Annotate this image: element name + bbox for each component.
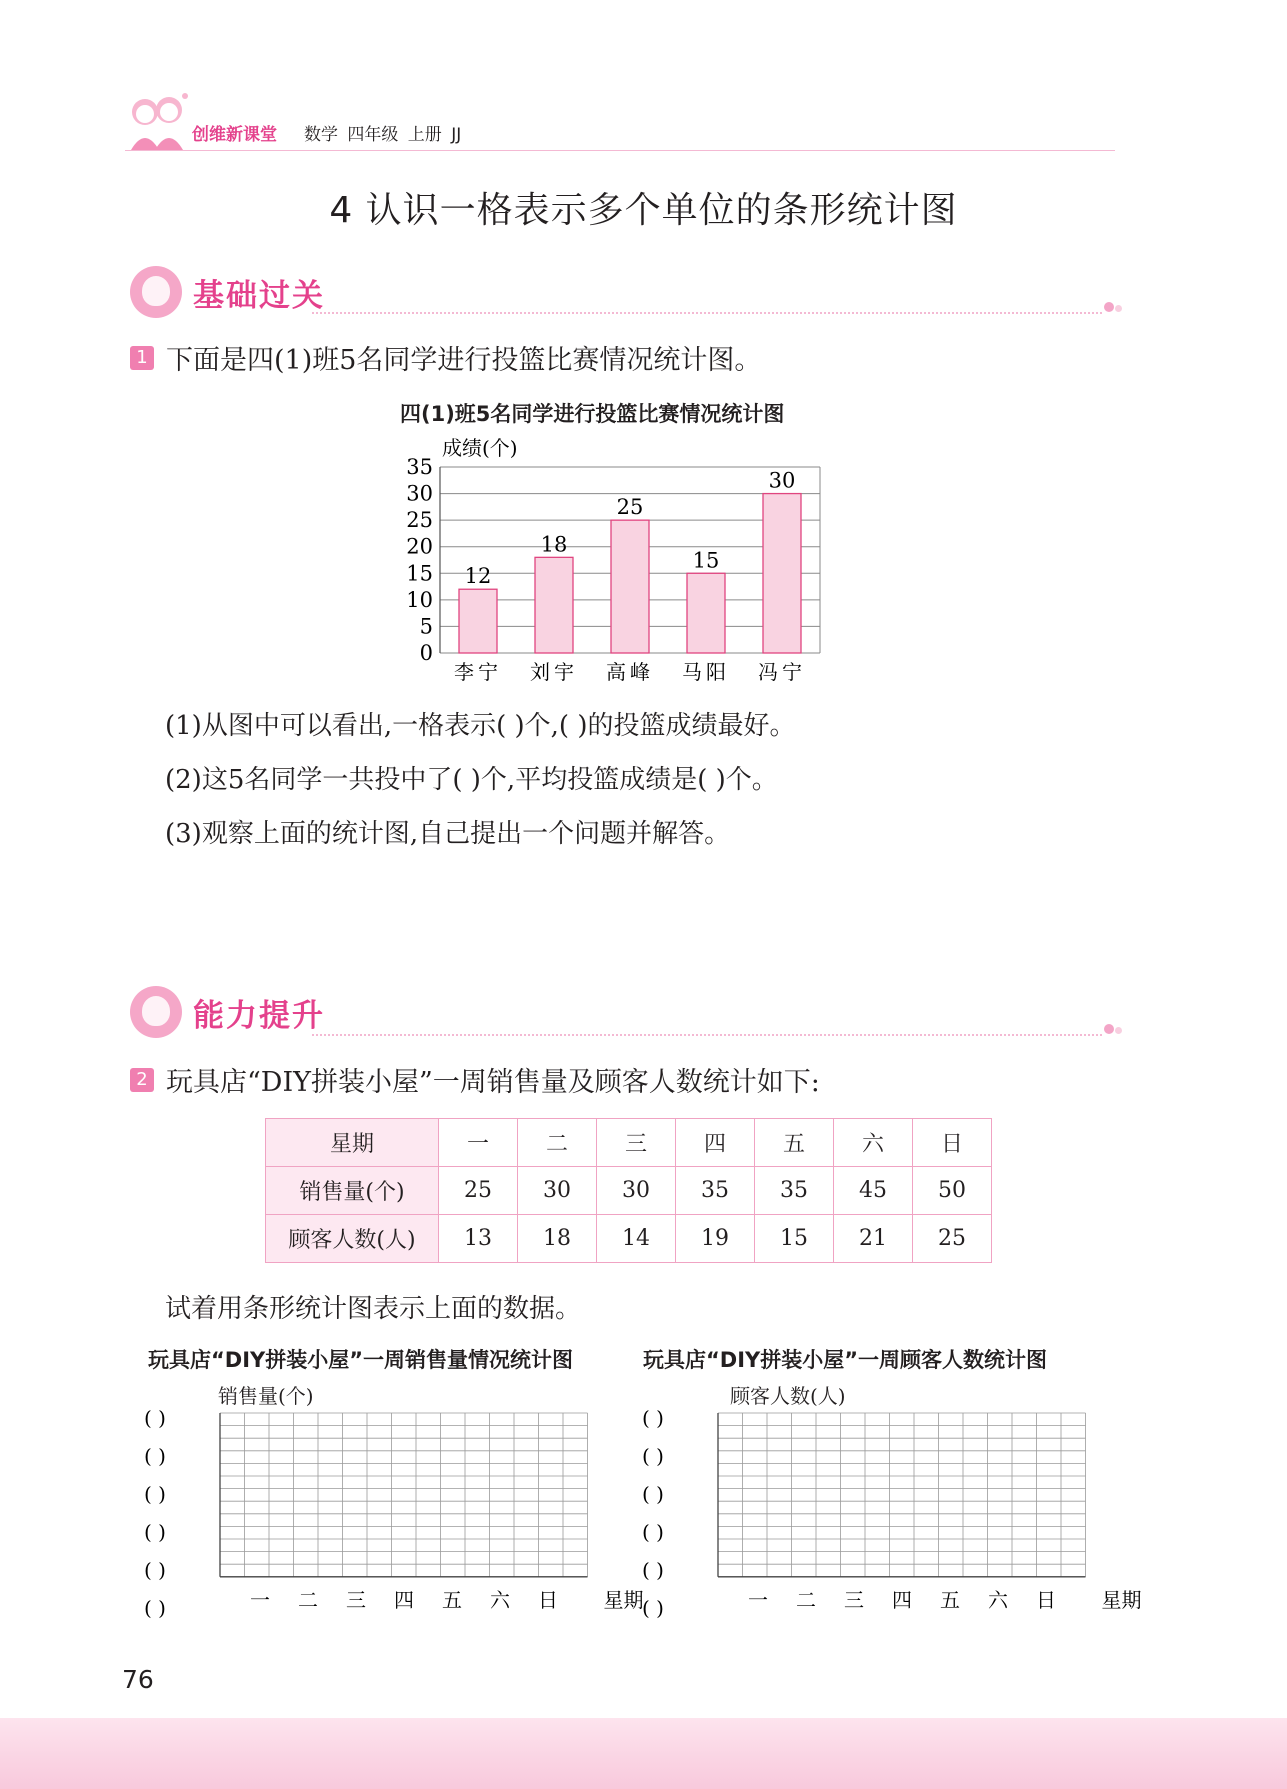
- mascot-logo: [125, 90, 197, 154]
- y-tick-label: 0: [419, 641, 433, 665]
- table-cell: 50: [913, 1167, 992, 1215]
- book-info: 数学 四年级 上册 JJ: [304, 125, 462, 145]
- y-tick-label: 10: [406, 587, 433, 612]
- x-tick-label: 马阳: [682, 660, 730, 684]
- table-cell: 35: [676, 1167, 755, 1215]
- y-tick-label: 20: [406, 534, 433, 559]
- x-axis-label: 星期: [1101, 1587, 1142, 1612]
- y-axis-blank: ( ): [642, 1444, 664, 1468]
- data-label: 15: [692, 548, 720, 573]
- instruction-text: 试着用条形统计图表示上面的数据。: [165, 1294, 582, 1324]
- x-tick-label: 高峰: [606, 660, 654, 684]
- y-axis-blank: ( ): [144, 1520, 166, 1544]
- y-axis-blank: ( ): [642, 1596, 664, 1620]
- question-text: 玩具店“DIY拼装小屋”一周销售量及顾客人数统计如下:: [166, 1067, 820, 1098]
- lesson-title: 4 认识一格表示多个单位的条形统计图: [329, 190, 958, 231]
- data-label: 30: [768, 468, 796, 493]
- chart-title: 四(1)班5名同学进行投篮比赛情况统计图: [400, 402, 785, 426]
- x-tick-label: 冯宁: [758, 660, 806, 684]
- y-axis-blank: ( ): [642, 1520, 664, 1544]
- subquestion-2: (2)这5名同学一共投中了( )个,平均投篮成绩是( )个。: [165, 765, 778, 795]
- y-axis-blank: ( ): [642, 1482, 664, 1506]
- bar: [535, 557, 573, 653]
- x-axis-day-label: 六: [988, 1587, 1008, 1612]
- section-title-advanced: 能力提升: [193, 998, 325, 1034]
- x-tick-label: 李宁: [454, 660, 502, 684]
- x-axis-day-label: 三: [844, 1587, 864, 1612]
- bar-chart: [380, 395, 840, 695]
- bar: [611, 520, 649, 653]
- x-axis-day-label: 一: [748, 1587, 768, 1612]
- x-axis-day-label: 二: [298, 1587, 318, 1612]
- section-title-basic: 基础过关: [193, 278, 325, 314]
- decor-dots: [1104, 300, 1124, 314]
- header-divider: [125, 150, 1115, 151]
- table-cell: 13: [439, 1215, 518, 1263]
- table-row: [266, 1215, 992, 1263]
- bar: [763, 494, 801, 653]
- table-cell: 15: [755, 1215, 834, 1263]
- table-header-row: [266, 1119, 992, 1167]
- grid-y-axis-label: 销售量(个): [218, 1384, 314, 1408]
- table-cell: 五: [755, 1119, 834, 1167]
- brand-name: 创维新课堂: [192, 125, 277, 145]
- x-axis-day-label: 日: [1036, 1587, 1056, 1612]
- y-axis-blank: ( ): [144, 1482, 166, 1506]
- table-row-header: 顾客人数(人): [266, 1215, 439, 1263]
- question-number-badge: 2: [130, 1068, 154, 1092]
- y-tick-label: 15: [406, 561, 433, 586]
- table-cell: 19: [676, 1215, 755, 1263]
- grid-chart-title-sales: 玩具店“DIY拼装小屋”一周销售量情况统计图: [148, 1348, 574, 1372]
- bar: [687, 573, 725, 653]
- y-tick-label: 25: [406, 508, 433, 533]
- section-divider: [312, 312, 1102, 314]
- x-axis-label: 星期: [603, 1587, 644, 1612]
- x-axis-day-label: 六: [490, 1587, 510, 1612]
- x-tick-labels: [454, 660, 806, 684]
- table-cell: 二: [518, 1119, 597, 1167]
- y-axis-blank: ( ): [642, 1558, 664, 1582]
- y-axis-label: 成绩(个): [442, 436, 518, 460]
- table-cell: 六: [834, 1119, 913, 1167]
- table-row-header: 星期: [266, 1119, 439, 1167]
- table-cell: 18: [518, 1215, 597, 1263]
- table-cell: 35: [755, 1167, 834, 1215]
- x-axis-day-label: 日: [538, 1587, 558, 1612]
- y-axis-blank: ( ): [642, 1406, 664, 1430]
- subquestion-3: (3)观察上面的统计图,自己提出一个问题并解答。: [165, 819, 731, 849]
- x-tick-label: 刘宇: [530, 660, 578, 684]
- empty-grid-sales: [140, 1405, 644, 1645]
- table-cell: 30: [518, 1167, 597, 1215]
- x-axis-day-label: 一: [250, 1587, 270, 1612]
- table-cell: 日: [913, 1119, 992, 1167]
- decor-dots: [1104, 1022, 1124, 1036]
- table-cell: 30: [597, 1167, 676, 1215]
- table-cell: 21: [834, 1215, 913, 1263]
- table-cell: 25: [439, 1167, 518, 1215]
- data-label: 25: [616, 495, 644, 520]
- table-cell: 14: [597, 1215, 676, 1263]
- section-mascot-icon: [130, 266, 182, 318]
- grid-chart-title-customers: 玩具店“DIY拼装小屋”一周顾客人数统计图: [643, 1348, 1048, 1372]
- subquestion-1: (1)从图中可以看出,一格表示( )个,( )的投篮成绩最好。: [165, 711, 796, 741]
- x-axis-day-label: 二: [796, 1587, 816, 1612]
- x-axis-day-label: 五: [940, 1587, 960, 1612]
- empty-grid-customers: [638, 1405, 1142, 1645]
- table-cell: 一: [439, 1119, 518, 1167]
- section-divider: [312, 1034, 1102, 1036]
- x-axis-day-label: 四: [892, 1587, 912, 1612]
- question-text: 下面是四(1)班5名同学进行投篮比赛情况统计图。: [166, 345, 762, 376]
- table-row: [266, 1167, 992, 1215]
- question-number-badge: 1: [130, 346, 154, 370]
- y-axis-blank: ( ): [144, 1596, 166, 1620]
- page-number: 76: [122, 1665, 154, 1694]
- y-tick-label: 30: [406, 481, 433, 506]
- section-mascot-icon: [130, 986, 182, 1038]
- y-tick-labels: [406, 455, 433, 665]
- table-cell: 45: [834, 1167, 913, 1215]
- footer-band: [0, 1718, 1287, 1789]
- table-cell: 三: [597, 1119, 676, 1167]
- data-label: 12: [464, 564, 492, 589]
- x-axis-day-label: 四: [394, 1587, 414, 1612]
- data-table: [265, 1118, 992, 1263]
- y-axis-blank: ( ): [144, 1406, 166, 1430]
- y-axis-blank: ( ): [144, 1558, 166, 1582]
- table-cell: 四: [676, 1119, 755, 1167]
- bar: [459, 589, 497, 653]
- table-cell: 25: [913, 1215, 992, 1263]
- y-tick-label: 35: [406, 455, 433, 479]
- x-axis-day-label: 五: [442, 1587, 462, 1612]
- y-tick-label: 5: [419, 614, 433, 639]
- y-axis-blank: ( ): [144, 1444, 166, 1468]
- x-axis-day-label: 三: [346, 1587, 366, 1612]
- data-label: 18: [540, 532, 568, 557]
- grid-y-axis-label: 顾客人数(人): [730, 1384, 846, 1408]
- table-row-header: 销售量(个): [266, 1167, 439, 1215]
